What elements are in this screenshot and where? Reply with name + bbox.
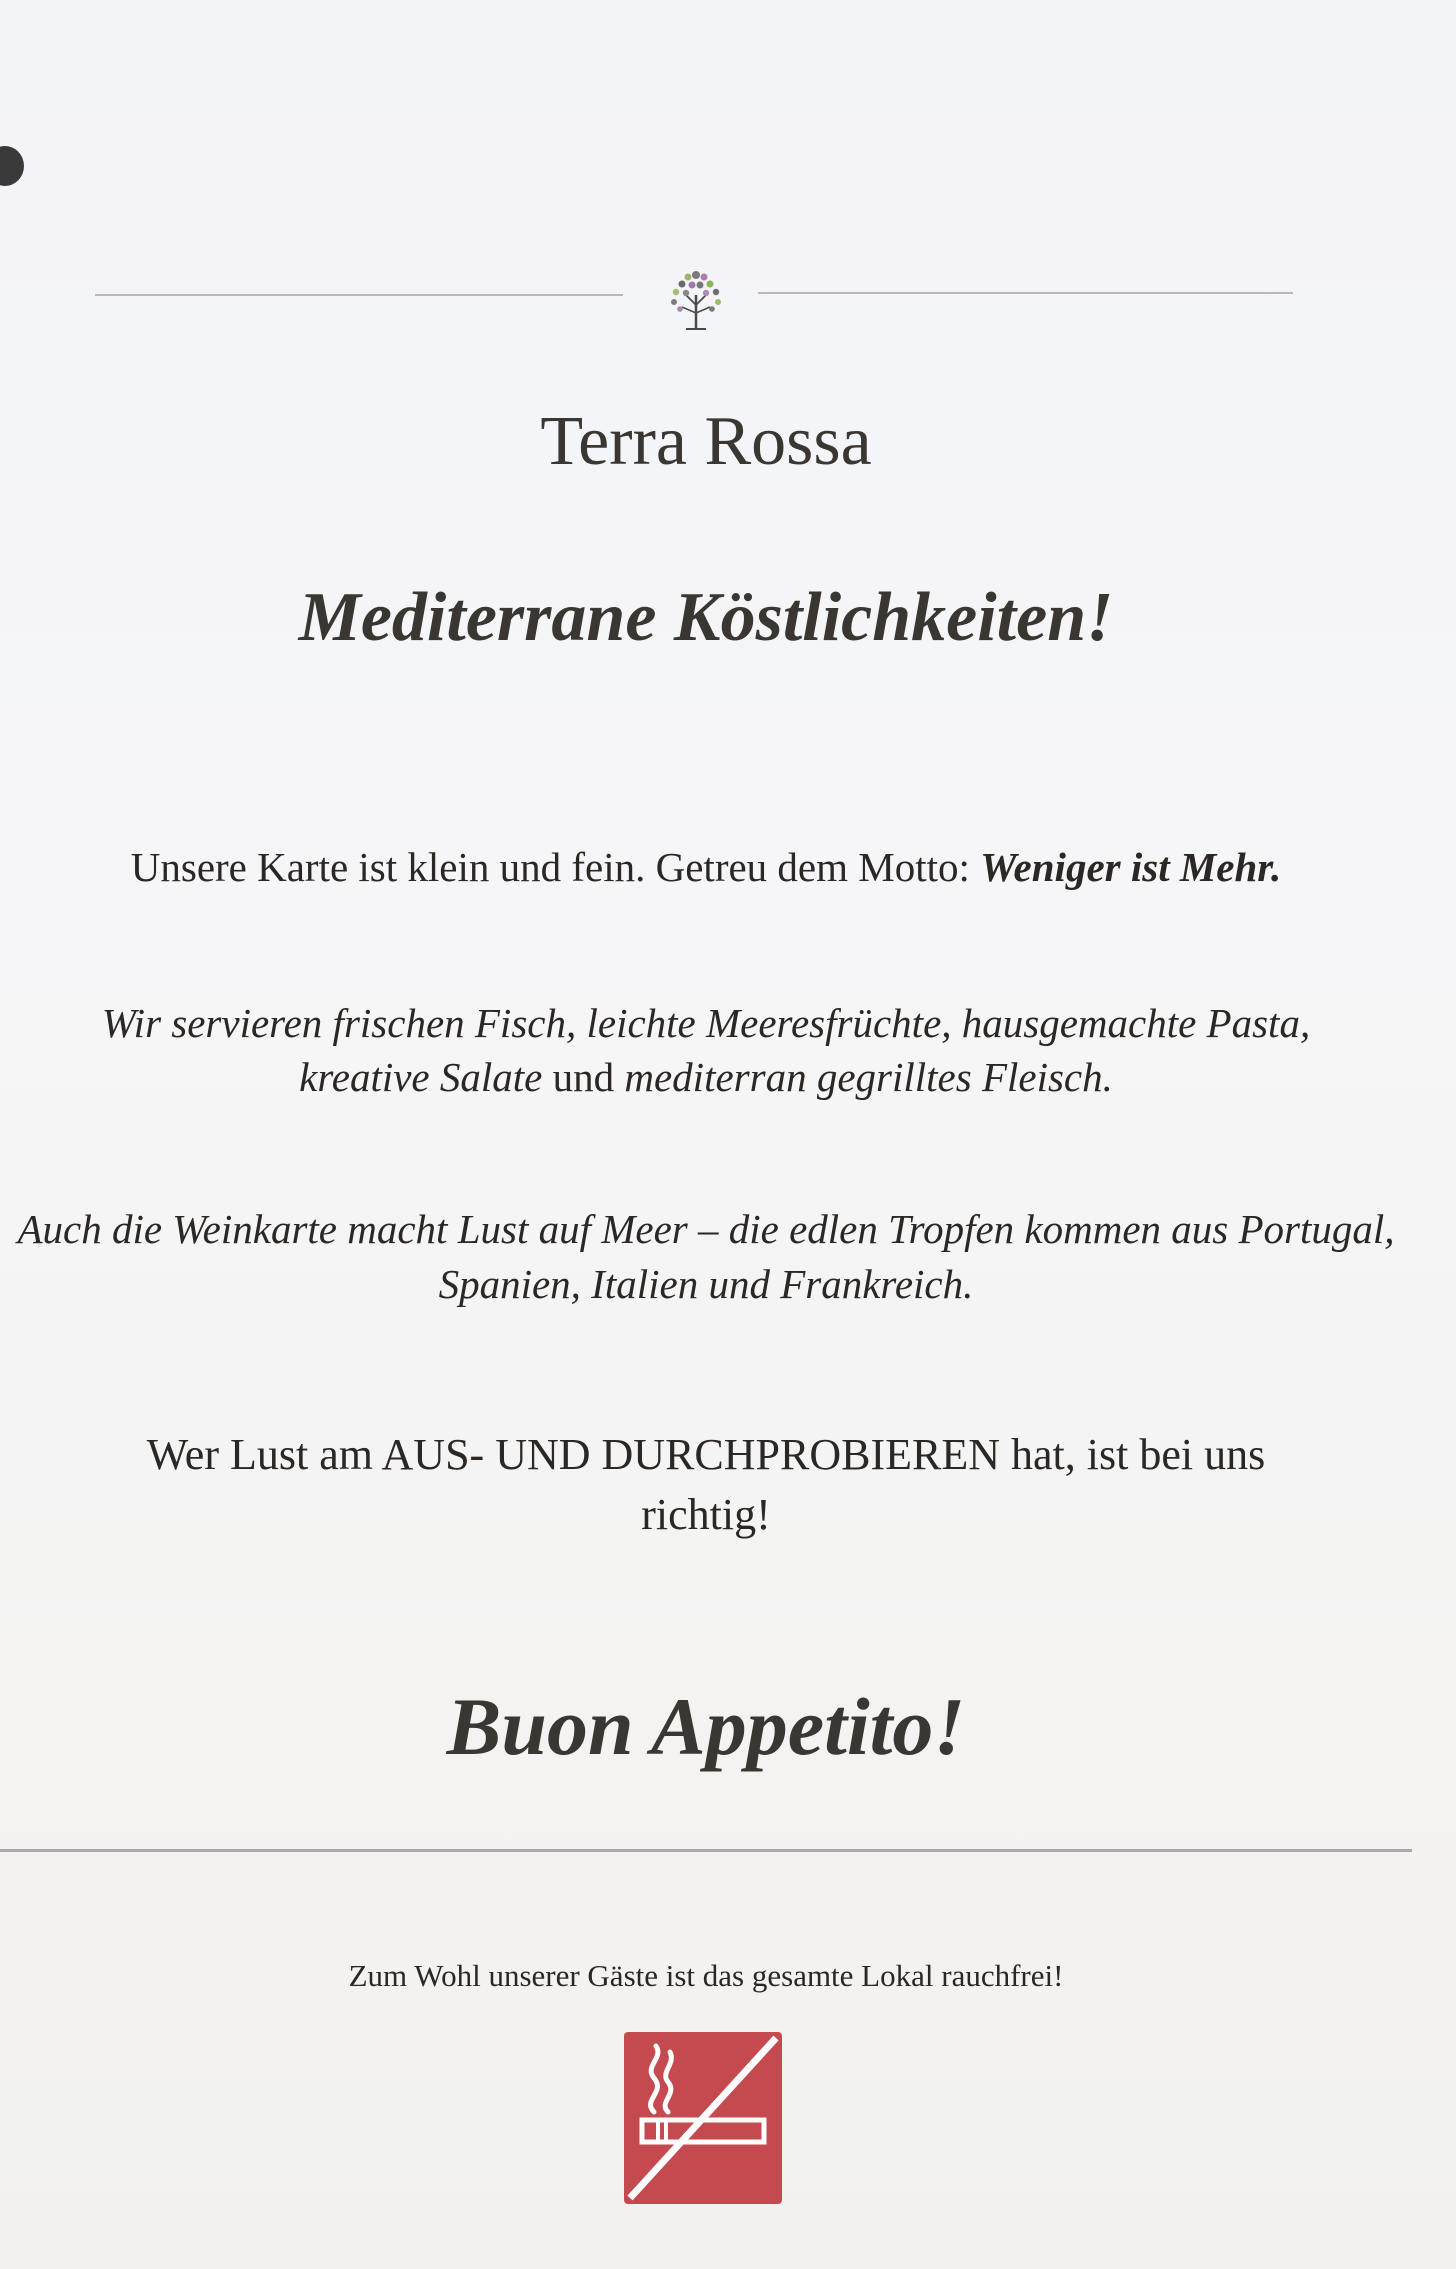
offer-meat: mediterran gegrilltes Fleisch. — [624, 1054, 1113, 1100]
intro-paragraph — [0, 839, 1412, 895]
tree-icon — [660, 265, 732, 333]
bottom-rule — [0, 1849, 1412, 1852]
offer-salads: kreative Salate — [299, 1054, 543, 1100]
offer-line-1: Wir servieren frischen Fisch, leichte Meeresfrüchte, hausgemachte Pasta, — [101, 1000, 1311, 1046]
motto: Weniger ist Mehr. — [980, 844, 1282, 890]
smoke-free-notice: Zum Wohl unserer Gäste ist das gesamte Lokal rauchfrei! — [348, 1958, 1064, 1993]
tagline: Mediterrane Köstlichkeiten! — [298, 579, 1114, 656]
restaurant-name: Terra Rossa — [540, 403, 872, 480]
offer-connector: und — [542, 1054, 625, 1100]
top-rule-right — [758, 292, 1293, 294]
closing-greeting: Buon Appetito! — [446, 1681, 966, 1772]
top-rule-left — [95, 294, 623, 296]
offer-paragraph — [0, 996, 1412, 1104]
try-paragraph: Wer Lust am AUS- UND DURCHPROBIEREN hat, ist bei uns richtig! — [146, 1430, 1266, 1539]
no-smoking-icon — [624, 2032, 782, 2204]
punch-hole — [0, 146, 24, 186]
intro-text: Unsere Karte ist klein und fein. Getreu dem Motto: — [130, 844, 981, 890]
wine-paragraph: Auch die Weinkarte macht Lust auf Meer – die edlen Tropfen kommen aus Portugal, Spanien, Italien und Frankreich. — [17, 1206, 1395, 1307]
